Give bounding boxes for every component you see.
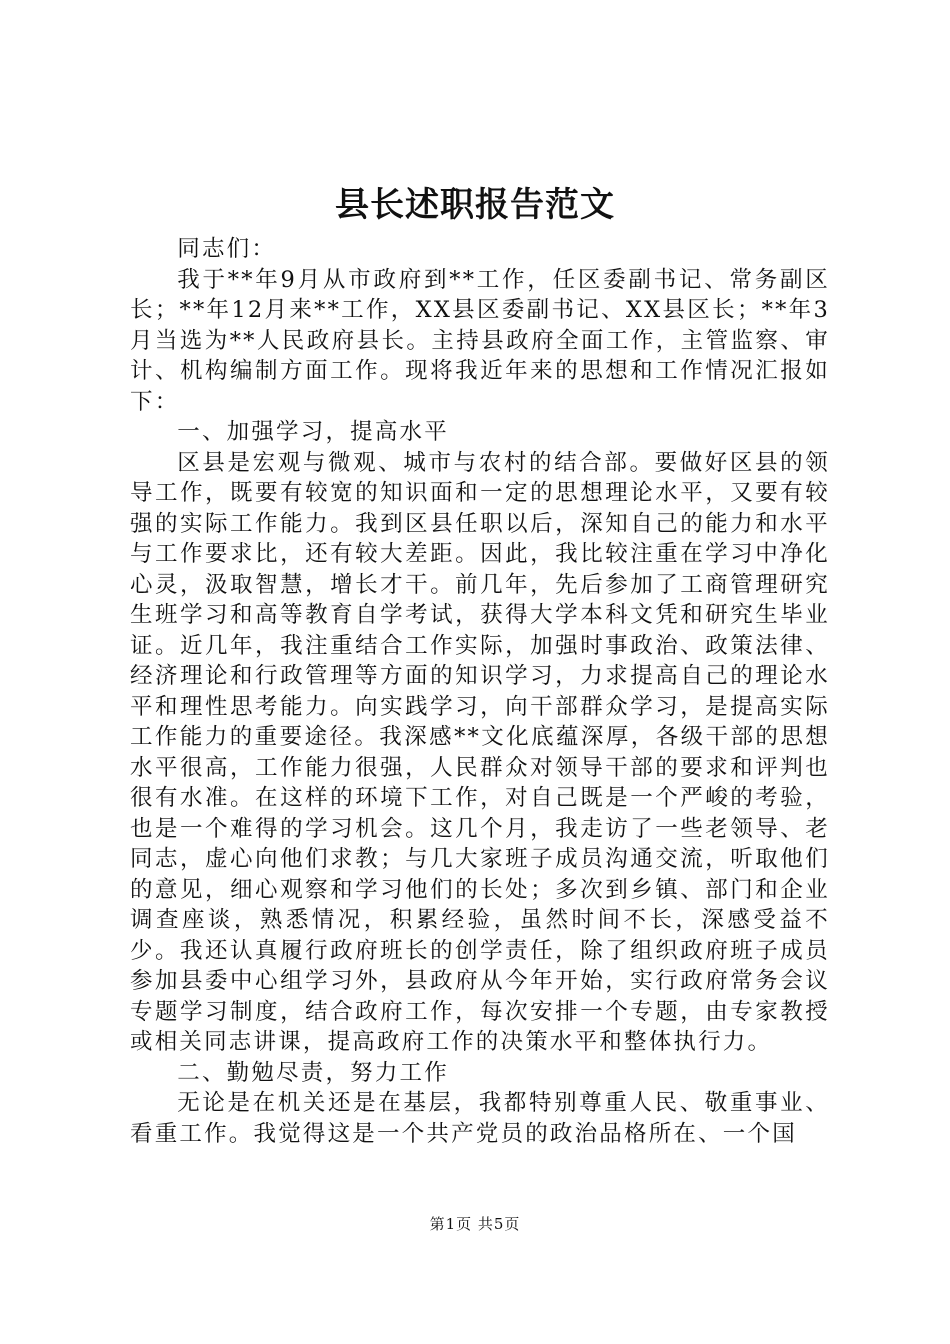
section-heading-1: 一、加强学习，提高水平 xyxy=(177,419,449,445)
section-2-paragraph: 无论是在机关还是在基层，我都特别尊重人民、敬重事业、看重工作。我觉得这是一个共产党员的政治品格所在、一个国 xyxy=(130,1090,830,1147)
section-heading-2: 二、勤勉尽责，努力工作 xyxy=(177,1059,449,1086)
document-body xyxy=(130,234,830,1149)
document-title: 县长述职报告范文 xyxy=(335,185,615,225)
section-1-paragraph: 区县是宏观与微观、城市与农村的结合部。要做好区县的领导工作，既要有较宽的知识面和一定的思想理论水平，又要有较强的实际工作能力。我到区县任职以后，深知自己的能力和水平与工作要求比，还有较大差距。因此，我比较注重在学习中净化心灵，汲取智慧，增长才干。前几年，先后参加了工商管理研究生班学习和高等教育自学考试，获得大学本科文凭和研究生毕业证。近几年，我注重结合工作实际，加强时事政治、政策法律、经济理论和行政管理等方面的知识学习，力求提高自己的理论水平和理性思考能力。向实践学习，向干部群众学习，是提高实际工作能力的重要途径。我深感**文化底蕴深厚，各级干部的思想水平很高，工作能力很强，人民群众对领导干部的要求和评判也很有水准。在这样的环境下工作，对自己既是一个严峻的考验，也是一个难得的学习机会。这几个月，我走访了一些老领导、老同志，虚心向他们求教；与几大家班子成员沟通交流，听取他们的意见，细心观察和学习他们的长处；多次到乡镇、部门和企业调查座谈，熟悉情况，积累经验，虽然时间不长，深感受益不少。我还认真履行政府班长的创学责任，除了组织政府班子成员参加县委中心组学习外，县政府从今年开始，实行政府常务会议专题学习制度，结合政府工作，每次安排一个专题，由专家教授或相关同志讲课，提高政府工作的决策水平和整体执行力。 xyxy=(130,449,830,1055)
page-footer: 第1页 共5页 xyxy=(429,1215,521,1233)
salutation: 同志们： xyxy=(177,236,277,262)
intro-paragraph: 我于**年9月从市政府到**工作，任区委副书记、常务副区长；**年12月来**工作，XX县区委副书记、XX县区长；**年3月当选为**人民政府县长。主持县政府全面工作，主管监察、审计、机构编制方面工作。现将我近年来的思想和工作情况汇报如下： xyxy=(130,266,830,415)
